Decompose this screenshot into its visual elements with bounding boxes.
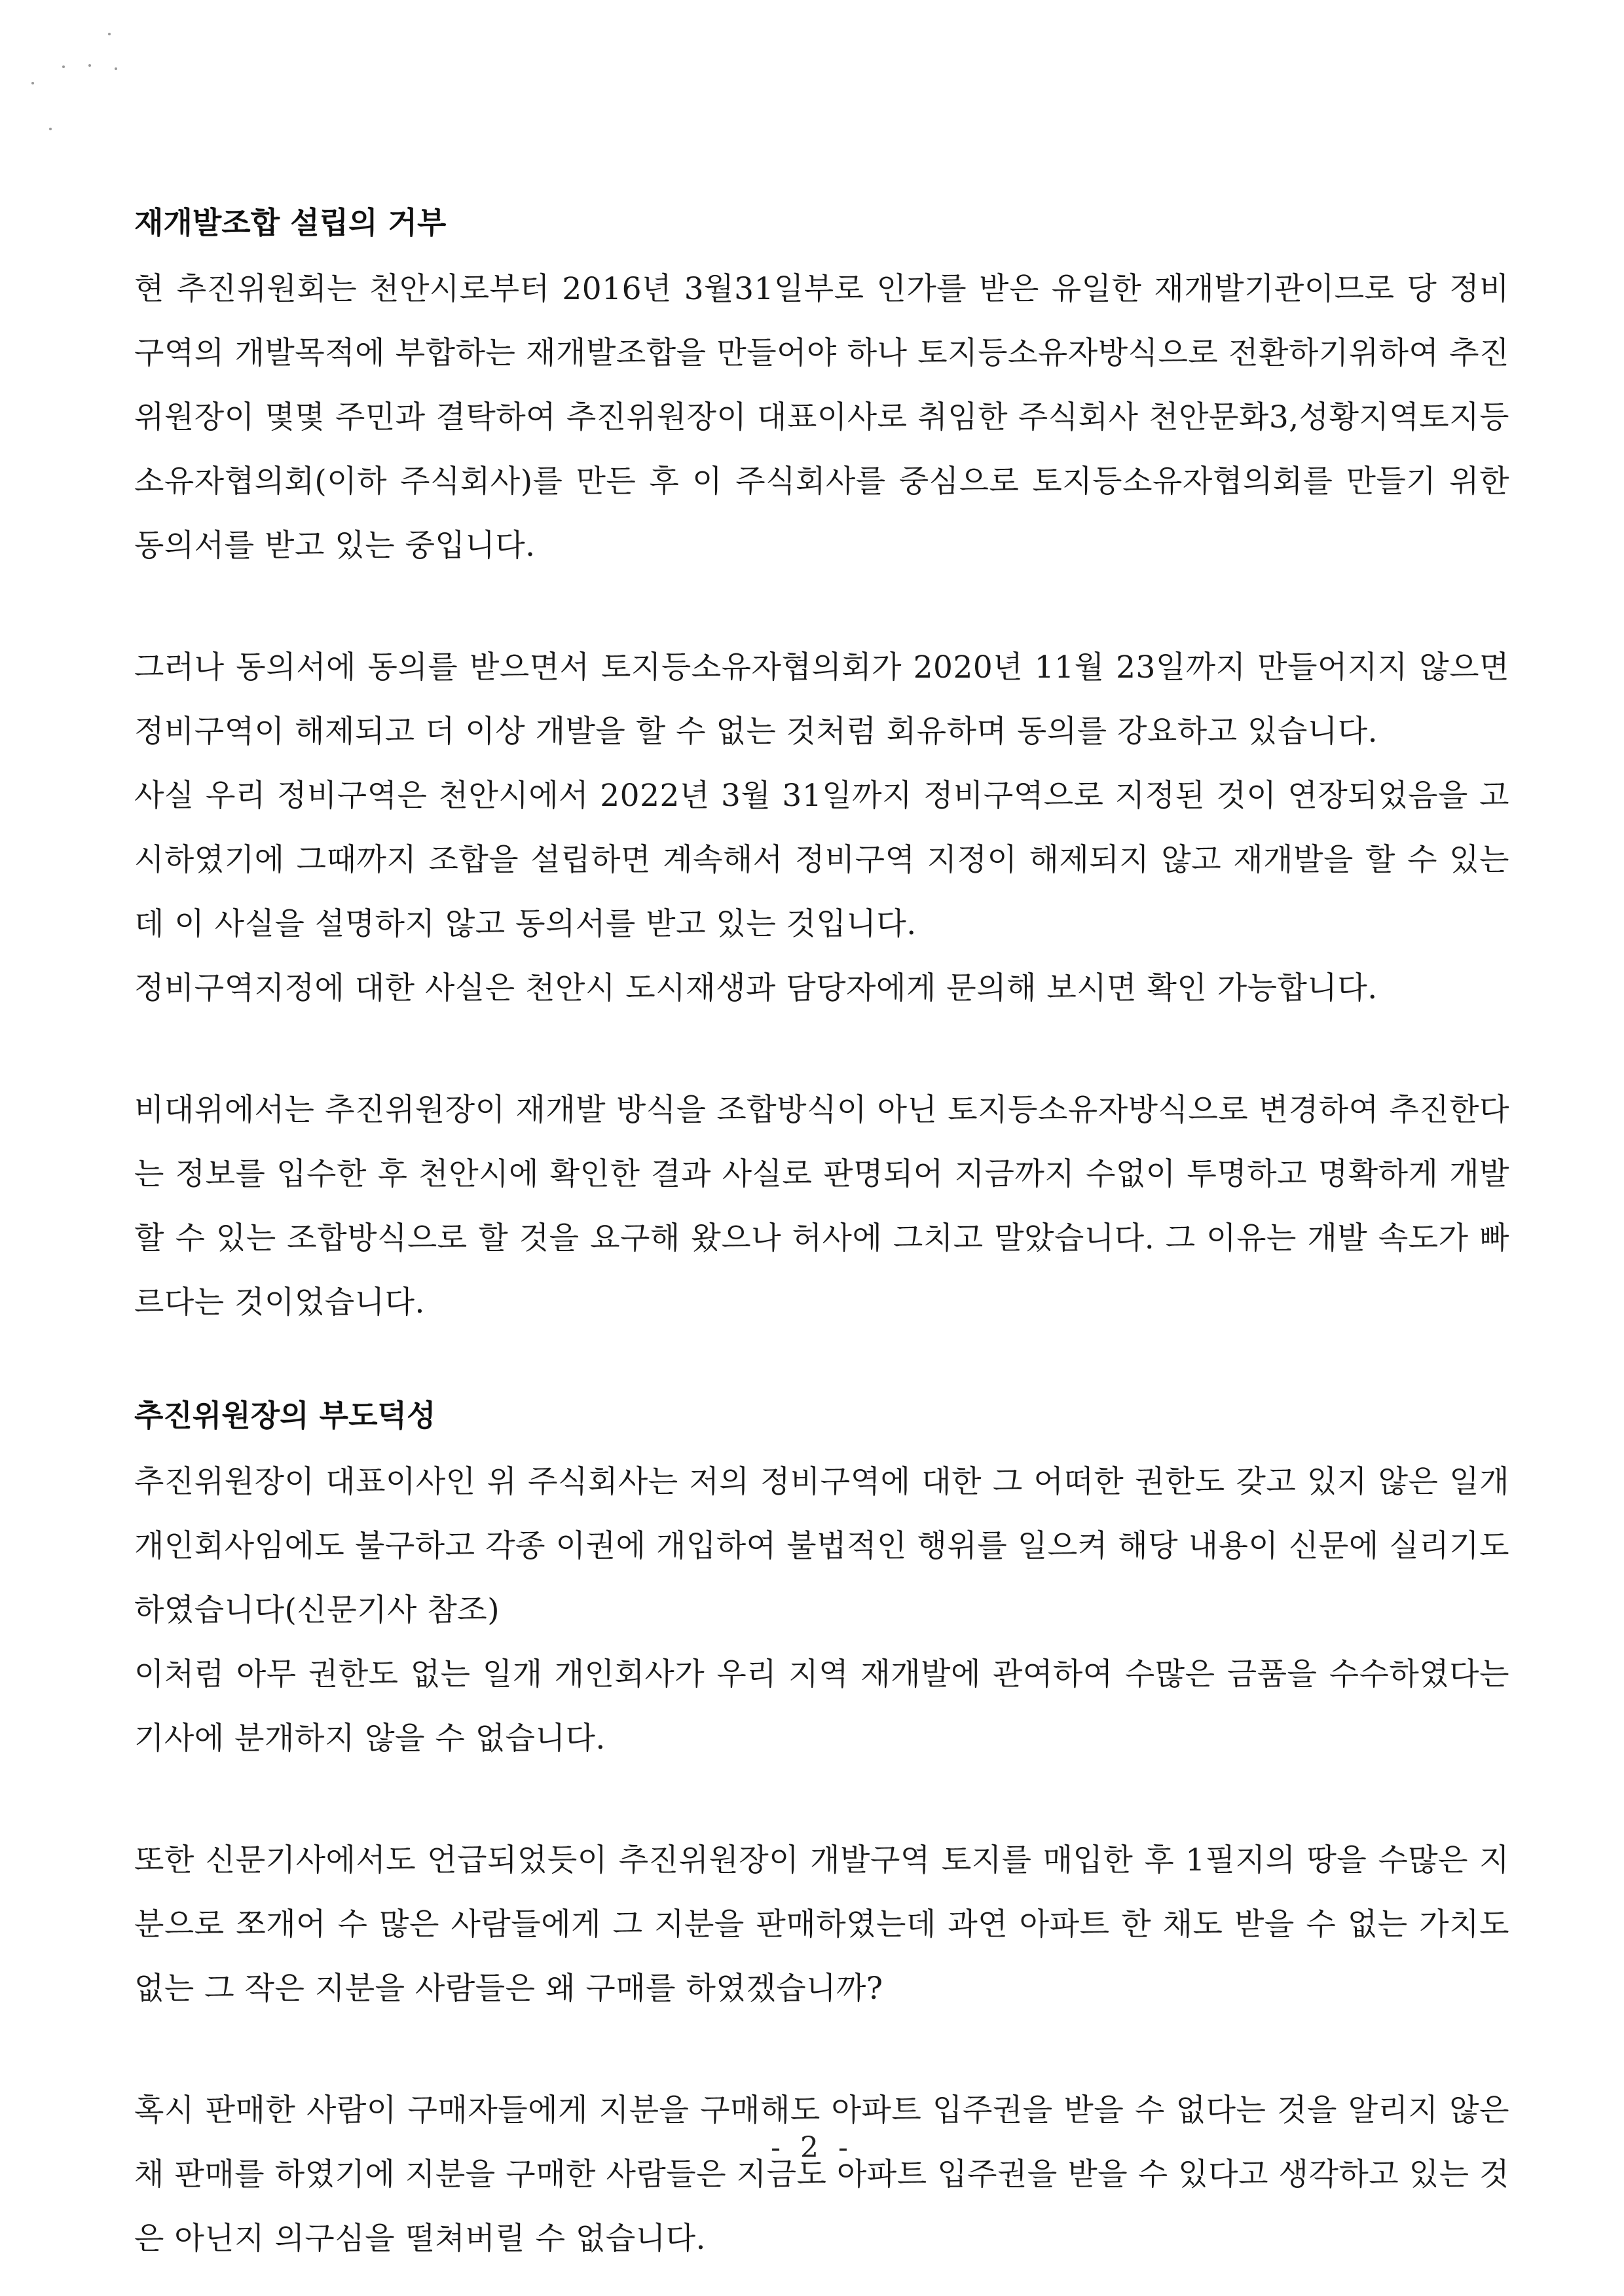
paragraph: 추진위원장이 대표이사인 위 주식회사는 저의 정비구역에 대한 그 어떠한 권한도 갖고 있지 않은 일개 개인회사임에도 불구하고 각종 이권에 개입하여 불법적인 행위를 일으켜 해당 내용이 신문에 실리기도 하였습니다(신문기사 참조) bbox=[134, 1464, 1509, 1628]
paragraph: 비대위에서는 추진위원장이 재개발 방식을 조합방식이 아닌 토지등소유자방식으로 변경하여 추진한다는 정보를 입수한 후 천안시에 확인한 결과 사실로 판명되어 지금까지 수없이 투명하고 명확하게 개발할 수 있는 조합방식으로 할 것을 요구해 왔으나 허사에 그치고 말았습니다. 그 이유는 개발 속도가 빠르다는 것이었습니다. bbox=[134, 1092, 1509, 1321]
section-heading-redevelopment-union: 재개발조합 설립의 거부 bbox=[134, 205, 447, 240]
scan-speck bbox=[115, 67, 117, 70]
scan-speck bbox=[62, 65, 65, 68]
page-number: - 2 - bbox=[771, 2131, 853, 2164]
scan-speck bbox=[49, 128, 52, 130]
paragraph: 현 추진위원회는 천안시로부터 2016년 3월31일부로 인가를 받은 유일한 재개발기관이므로 당 정비구역의 개발목적에 부합하는 재개발조합을 만들어야 하나 토지등소유자방식으로 전환하기위하여 추진위원장이 몇몇 주민과 결탁하여 추진위원장이 대표이사로 취임한 주식회사 천안문화3,성황지역토지등소유자협의회(이하 주식회사)를 만든 후 이 주식회사를 중심으로 토지등소유자협의회를 만들기 위한 동의서를 받고 있는 중입니다. bbox=[134, 271, 1509, 564]
scan-speck bbox=[88, 64, 91, 67]
scan-speck bbox=[108, 33, 111, 35]
paragraph: 혹시 판매한 사람이 구매자들에게 지분을 구매해도 아파트 입주권을 받을 수 없다는 것을 알리지 않은 채 판매를 하였기에 지분을 구매한 사람들은 지금도 아파트 입주권을 받을 수 있다고 생각하고 있는 것은 아닌지 의구심을 떨쳐버릴 수 없습니다. bbox=[134, 2092, 1509, 2257]
paragraph: 이처럼 아무 권한도 없는 일개 개인회사가 우리 지역 재개발에 관여하여 수많은 금품을 수수하였다는 기사에 분개하지 않을 수 없습니다. bbox=[134, 1656, 1509, 1757]
section-heading-chairman-immorality: 추진위원장의 부도덕성 bbox=[134, 1398, 436, 1433]
paragraph: 또한 신문기사에서도 언급되었듯이 추진위원장이 개발구역 토지를 매입한 후 1필지의 땅을 수많은 지분으로 쪼개어 수 많은 사람들에게 그 지분을 판매하였는데 과연 아파트 한 채도 받을 수 없는 가치도 없는 그 작은 지분을 사람들은 왜 구매를 하였겠습니까? bbox=[134, 1842, 1509, 2007]
scan-speck bbox=[31, 82, 34, 84]
paragraph: 사실 우리 정비구역은 천안시에서 2022년 3월 31일까지 정비구역으로 지정된 것이 연장되었음을 고시하였기에 그때까지 조합을 설립하면 계속해서 정비구역 지정이 해제되지 않고 재개발을 할 수 있는데 이 사실을 설명하지 않고 동의서를 받고 있는 것입니다. bbox=[134, 778, 1509, 942]
document-body bbox=[134, 200, 1509, 2271]
paragraph: 그러나 동의서에 동의를 받으면서 토지등소유자협의회가 2020년 11월 23일까지 만들어지지 않으면 정비구역이 해제되고 더 이상 개발을 할 수 없는 것처럼 회유하며 동의를 강요하고 있습니다. bbox=[134, 649, 1509, 750]
paragraph: 정비구역지정에 대한 사실은 천안시 도시재생과 담당자에게 문의해 보시면 확인 가능합니다. bbox=[134, 970, 1378, 1006]
